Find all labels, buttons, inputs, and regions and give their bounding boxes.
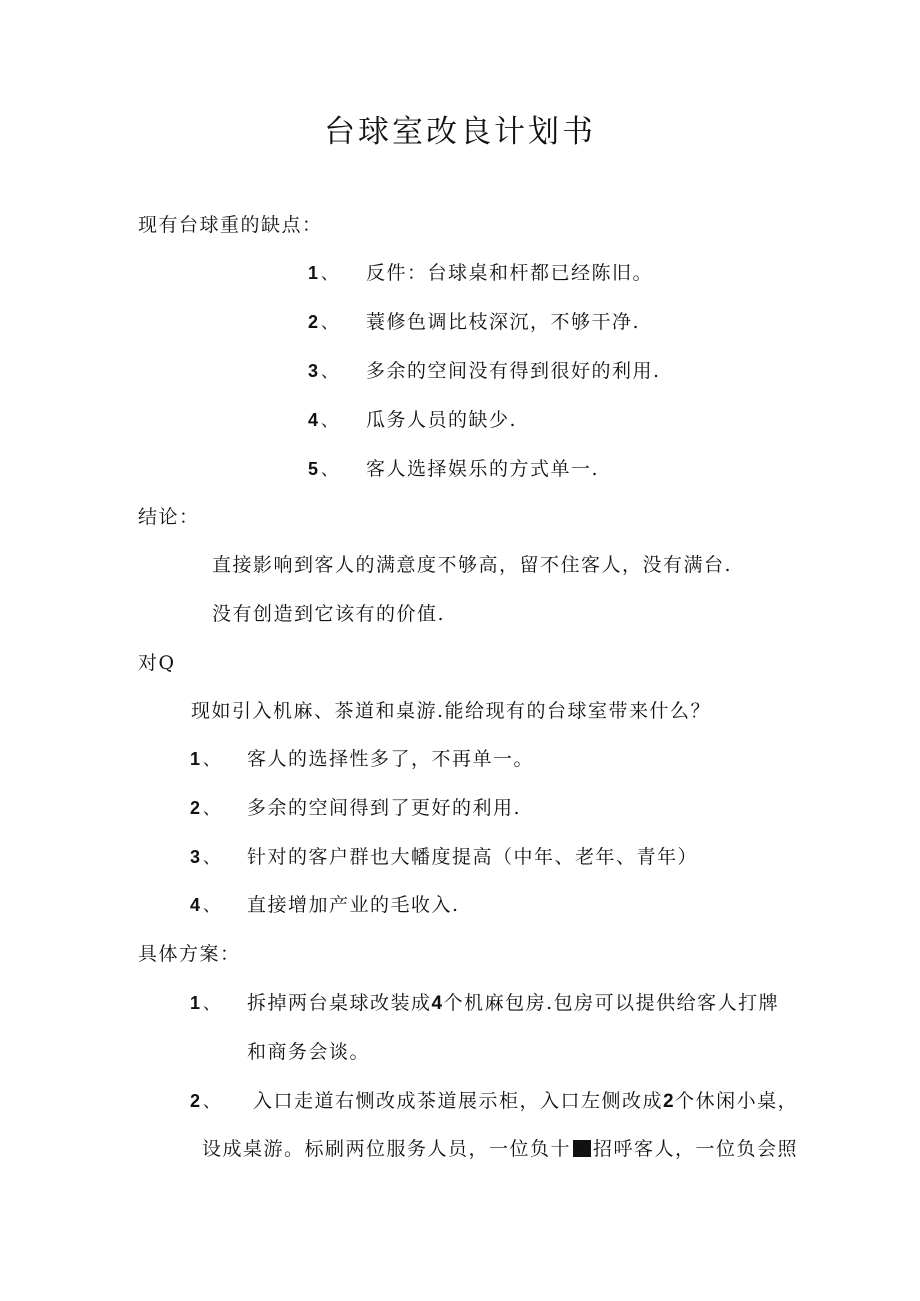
conclusion-line: 没有创造到它该有的价值. bbox=[212, 603, 446, 625]
defect-number: 2 、 bbox=[308, 312, 339, 333]
plan-item-line: 拆掉两台桌球改装成4个机麻包房.包房可以提供给客人打牌 bbox=[247, 992, 780, 1014]
defect-item-text: 多余的空间没有得到很好的利用. bbox=[366, 360, 661, 382]
defect-number: 3 、 bbox=[308, 361, 339, 382]
defect-number: 1 、 bbox=[308, 263, 339, 284]
response-heading: 对Q bbox=[138, 652, 176, 674]
plan-item-line: 设成桌游。标刷两位服务人员，一位负十 招呼客人，一位负会照 bbox=[202, 1138, 799, 1160]
benefit-number: 3 、 bbox=[190, 847, 221, 868]
defect-item-text: 客人选择娱乐的方式单一. bbox=[366, 458, 600, 480]
redacted-glyph bbox=[573, 1140, 591, 1157]
benefit-number: 1 、 bbox=[190, 749, 221, 770]
benefit-number: 4 、 bbox=[190, 895, 221, 916]
plan-number: 1 、 bbox=[190, 993, 221, 1014]
document-title: 台球室改良计划书 bbox=[324, 114, 596, 150]
conclusion-line: 直接影响到客人的满意度不够高，留不住客人，没有满台. bbox=[212, 554, 733, 576]
response-question: 现如引入机麻、茶道和桌游.能给现有的台球室带来什么？ bbox=[191, 700, 712, 722]
plan-item-line: 和商务会谈。 bbox=[247, 1041, 371, 1063]
plan-item-line: 入口走道右恻改成茶道展示柜，入口左侧改成2个休闲小桌， bbox=[253, 1090, 799, 1112]
defect-item-text: 反件：台球桌和杆都已经陈旧。 bbox=[366, 262, 654, 284]
benefit-item-text: 直接增加产业的毛收入. bbox=[247, 894, 460, 916]
plan-number: 2 、 bbox=[190, 1091, 221, 1112]
defect-number: 5 、 bbox=[308, 459, 339, 480]
conclusion-heading: 结论： bbox=[138, 506, 200, 528]
defects-heading: 现有台球重的缺点： bbox=[138, 214, 323, 236]
defect-number: 4 、 bbox=[308, 410, 339, 431]
benefit-item-text: 客人的选择性多了，不再单一。 bbox=[247, 748, 535, 770]
defect-item-text: 蓑修色调比枝深沉，不够干净. bbox=[366, 311, 641, 333]
plan-heading: 具体方案： bbox=[138, 943, 241, 965]
benefit-item-text: 多余的空间得到了更好的利用. bbox=[247, 797, 522, 819]
defect-item-text: 瓜务人员的缺少. bbox=[366, 409, 518, 431]
benefit-number: 2 、 bbox=[190, 798, 221, 819]
benefit-item-text: 针对的客户群也大幡度提高（中年、老年、青年） bbox=[247, 846, 699, 868]
